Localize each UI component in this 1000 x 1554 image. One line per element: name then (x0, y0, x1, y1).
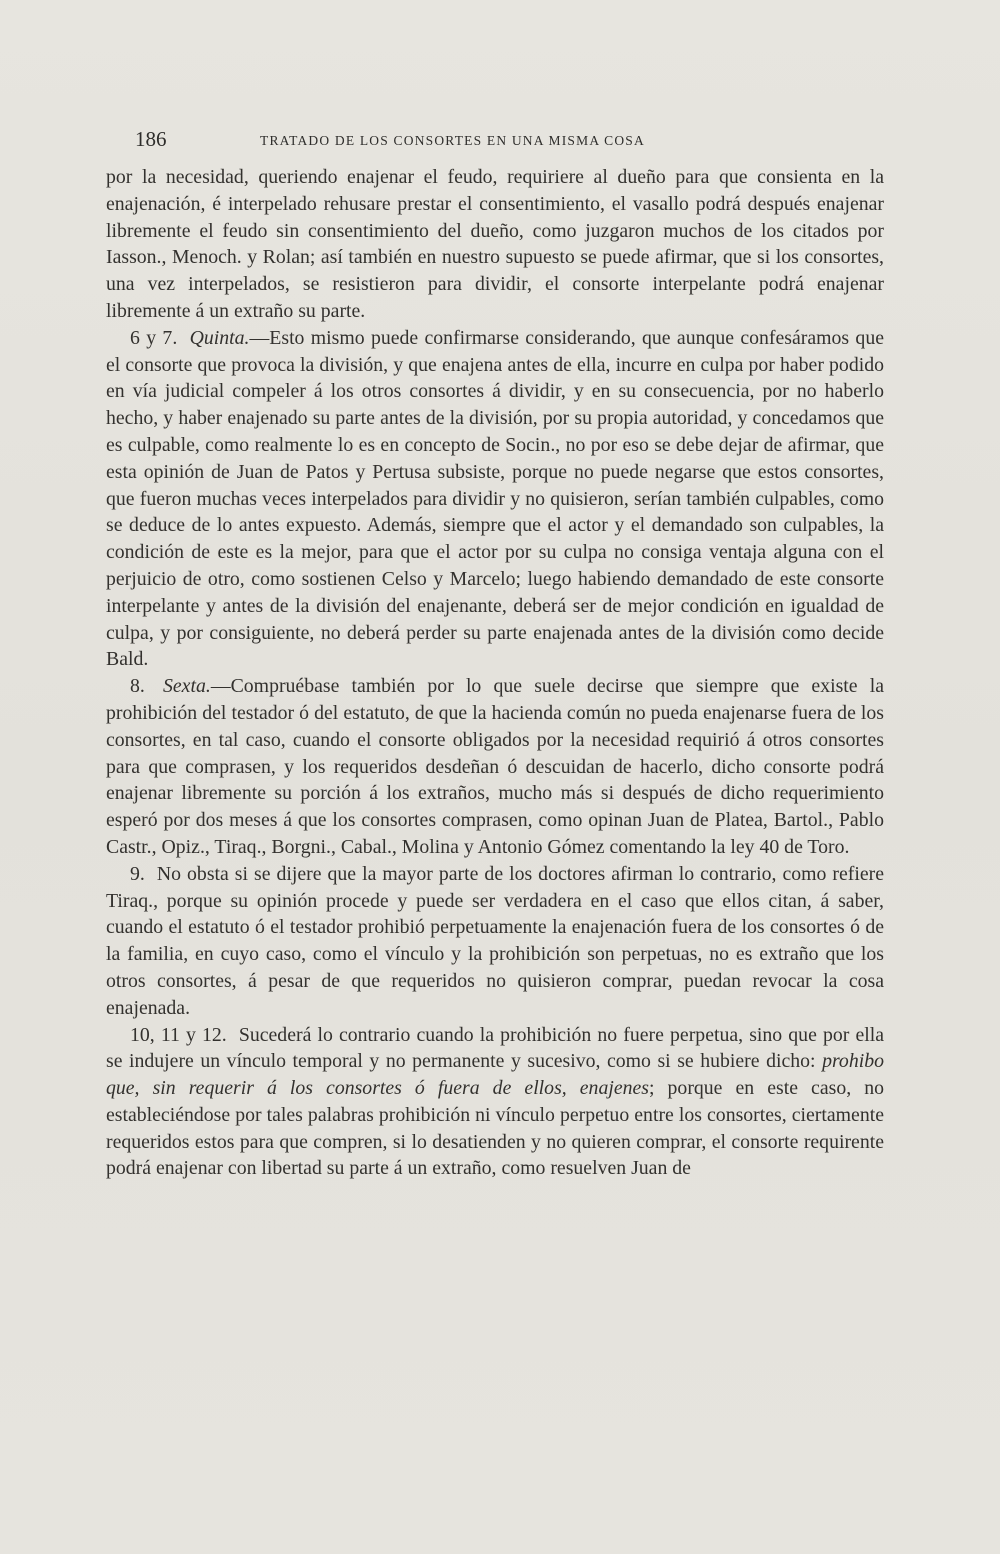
body-text (106, 164, 884, 1182)
paragraph-text-after: ; porque en este caso, no estableciéndose por tales palabras prohibición ni vínculo perpetuo entre los consortes, ciertamente requeridos estos para que compren, si lo desatienden y no quieren comprar, el consorte requirente podrá enajenar con libertad su parte á un extraño, como resuelven Juan de (106, 1077, 884, 1180)
paragraph-text: —Compruébase también por lo que suele decirse que siempre que existe la prohibición del testador ó del estatuto, de que la hacienda común no pueda enajenarse fuera de los consortes, en tal caso, cuando el consorte obligados por la necesidad requirió á otros consortes para que comprasen, y los requeridos desdeñan ó descuidan de hacerlo, dicho consorte podrá enajenar libremente su porción á los extraños, mucho más si después de dicho requerimiento esperó por dos meses á que los consortes comprasen, como opinan Juan de Platea, Bartol., Pablo Castr., Opiz., Tiraq., Borgni., Cabal., Molina y Antonio Gómez comentando la ley 40 de Toro. (106, 675, 884, 858)
running-title: TRATADO DE LOS CONSORTES EN UNA MISMA COSA (260, 133, 645, 148)
paragraph-number: 6 y 7. (130, 326, 178, 349)
page-number: 186 (135, 127, 167, 151)
paragraph-keyword: Sexta. (163, 675, 211, 698)
paragraph-8 (106, 673, 884, 861)
paragraph-italic-quote: prohibo que, sin requerir á los consortes ó fuera de ellos, enajenes (106, 1050, 884, 1100)
paragraph-text: —Esto mismo puede confirmarse considerando, que aunque confesáramos que el consorte que provoca la división, y que enajena antes de ella, incurre en culpa por haber podido en vía judicial compeler á los otros consortes á dividir, y en su consecuencia, por no haberlo hecho, y haber enajenado su parte antes de la división, por su propia autoridad, y concedamos que es culpable, como realmente lo es en concepto de Socin., no por eso se debe dejar de afirmar, que esta opinión de Juan de Patos y Pertusa subsiste, porque no puede negarse que estos consortes, que fueron muchas veces interpelados para dividir y no quisieron, serían también culpables, como se deduce de lo antes expuesto. Además, siempre que el actor y el demandado son culpables, la condición de este es la mejor, para que el actor por su culpa no consiga ventaja alguna con el perjuicio de otro, como sostienen Celso y Marcelo; luego habiendo demandado de este consorte interpelante y antes de la división del enajenante, deberá ser de mejor condición en igualdad de culpa, y por consiguiente, no deberá perder su parte enajenada antes de la división como decide Bald. (106, 326, 884, 671)
paragraph-number: 10, 11 y 12. (130, 1023, 227, 1046)
paragraph-10-11-12 (106, 1022, 884, 1183)
paragraph-6-7 (106, 325, 884, 673)
paragraph-keyword: Quinta. (189, 326, 250, 349)
paragraph-continuation (106, 164, 884, 325)
paragraph-number: 9. (130, 862, 145, 885)
paragraph-text: No obsta si se dijere que la mayor parte de los doctores afirman lo contrario, como refiere Tiraq., porque su opinión procede y puede ser verdadera en el caso que ellos citan, á saber, cuando el estatuto ó el testador prohibió perpetuamente la enajenación fuera de los consortes ó de la familia, en cuyo caso, como el vínculo y la prohibición son perpetuas, no es extraño que los otros consortes, á pesar de que requeridos no quisieron comprar, puedan revocar la cosa enajenada. (106, 862, 884, 1019)
page-header (105, 127, 891, 157)
paragraph-number: 8. (130, 675, 145, 698)
paragraph-text: por la necesidad, queriendo enajenar el feudo, requiriere al dueño para que consienta en la enajenación, é interpelado rehusare prestar el consentimiento, el vasallo podrá después enajenar libremente el feudo sin consentimiento del dueño, como juzgaron muchos de los citados por Iasson., Menoch. y Rolan; así también en nuestro supuesto se puede afirmar, que si los consortes, una vez interpelados, se resistieron para dividir, el consorte interpelante podrá enajenar libremente á un extraño su parte. (106, 166, 884, 322)
paragraph-text-before: Sucederá lo contrario cuando la prohibición no fuere perpetua, sino que por ella se indujere un vínculo temporal y no permanente y sucesivo, como si se hubiere dicho: (106, 1023, 884, 1073)
paragraph-9 (106, 861, 884, 1022)
